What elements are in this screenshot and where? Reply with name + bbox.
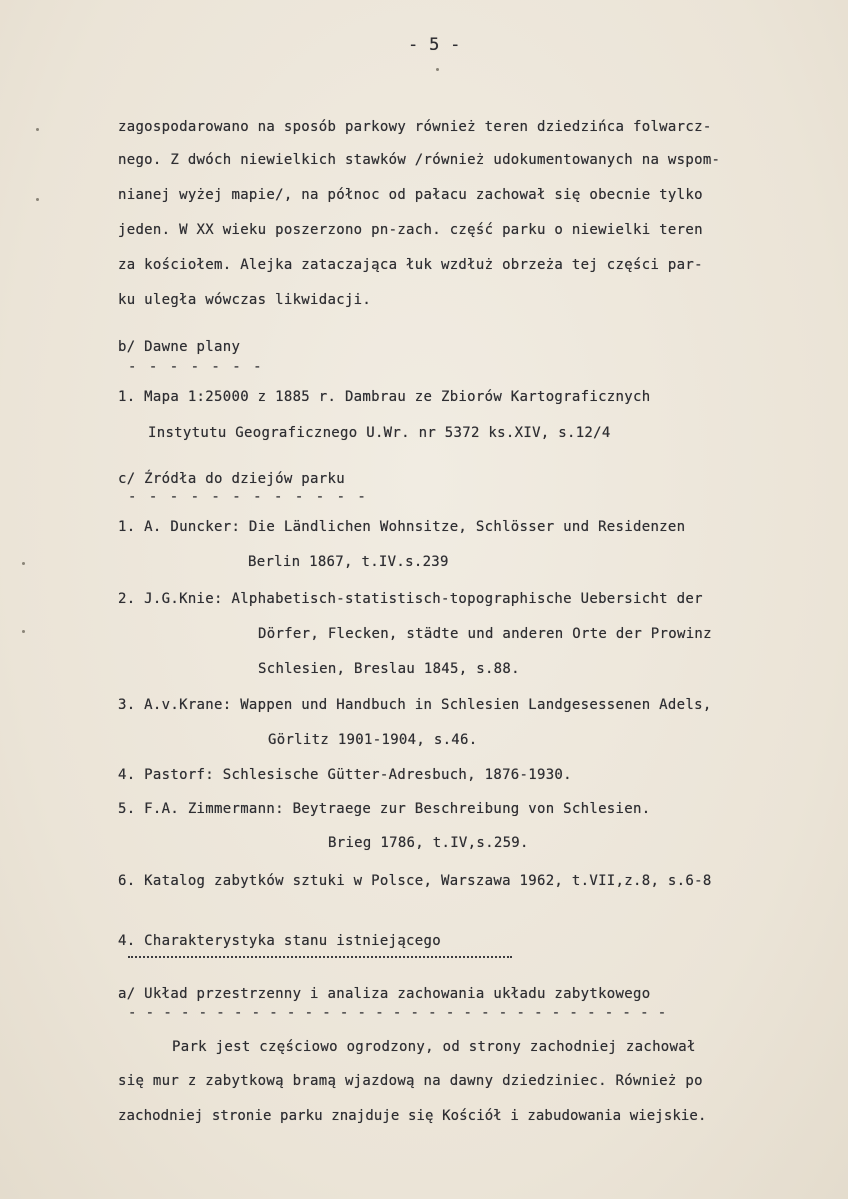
list-item-line: 6. Katalog zabytków sztuki w Polsce, Warszawa 1962, t.VII,z.8, s.6-8 [118, 873, 712, 889]
list-item-line: 5. F.A. Zimmermann: Beytraege zur Beschreibung von Schlesien. [118, 801, 651, 817]
list-item-line: Instytutu Geograficznego U.Wr. nr 5372 ks.XIV, s.12/4 [148, 425, 611, 441]
margin-mark [36, 198, 39, 201]
margin-mark [22, 562, 25, 565]
paragraph-line: za kościołem. Alejka zataczająca łuk wzdłuż obrzeża tej części par- [118, 257, 703, 273]
section-underline-a: - - - - - - - - - - - - - - - - - - - - - - - - - - - - - - - [128, 1005, 667, 1021]
section-underline-b: - - - - - - - [128, 359, 264, 375]
paragraph-line: nianej wyżej mapie/, na północ od pałacu zachował się obecnie tylko [118, 187, 703, 203]
list-item-line: 4. Pastorf: Schlesische Gütter-Adresbuch, 1876-1930. [118, 767, 572, 783]
list-item-line: Dörfer, Flecken, städte und anderen Orte der Prowinz [258, 626, 712, 642]
margin-mark [436, 68, 439, 71]
section-heading-4: 4. Charakterystyka stanu istniejącego [118, 933, 441, 949]
list-item-line: 3. A.v.Krane: Wappen und Handbuch in Schlesien Landgesessenen Adels, [118, 697, 712, 713]
list-item-line: 1. Mapa 1:25000 z 1885 r. Dambrau ze Zbiorów Kartograficznych [118, 389, 651, 405]
list-item-line: Görlitz 1901-1904, s.46. [268, 732, 478, 748]
list-item-line: Brieg 1786, t.IV,s.259. [328, 835, 529, 851]
margin-mark [36, 128, 39, 131]
paragraph-line: Park jest częściowo ogrodzony, od strony zachodniej zachował [172, 1039, 696, 1055]
list-item-line: 2. J.G.Knie: Alphabetisch-statistisch-topographische Uebersicht der [118, 591, 703, 607]
paragraph-line: zachodniej stronie parku znajduje się Kościół i zabudowania wiejskie. [118, 1108, 707, 1124]
section-underline-c: - - - - - - - - - - - - [128, 489, 368, 505]
list-item-line: Berlin 1867, t.IV.s.239 [248, 554, 449, 570]
page-number: - 5 - [408, 35, 461, 55]
section-underline-4 [128, 956, 512, 958]
paragraph-line: zagospodarowano na sposób parkowy również teren dziedzińca folwarcz- [118, 119, 712, 135]
list-item-line: Schlesien, Breslau 1845, s.88. [258, 661, 520, 677]
paragraph-line: jeden. W XX wieku poszerzono pn-zach. część parku o niewielki teren [118, 222, 703, 238]
section-heading-c: c/ Źródła do dziejów parku [118, 471, 345, 487]
section-heading-b: b/ Dawne plany [118, 339, 241, 355]
section-heading-a: a/ Układ przestrzenny i analiza zachowania układu zabytkowego [118, 986, 651, 1002]
paragraph-line: nego. Z dwóch niewielkich stawków /również udokumentowanych na wspom- [118, 152, 721, 168]
margin-mark [22, 630, 25, 633]
paragraph-line: się mur z zabytkową bramą wjazdową na dawny dziedziniec. Również po [118, 1073, 703, 1089]
paragraph-line: ku uległa wówczas likwidacji. [118, 292, 372, 308]
list-item-line: 1. A. Duncker: Die Ländlichen Wohnsitze, Schlösser und Residenzen [118, 519, 686, 535]
